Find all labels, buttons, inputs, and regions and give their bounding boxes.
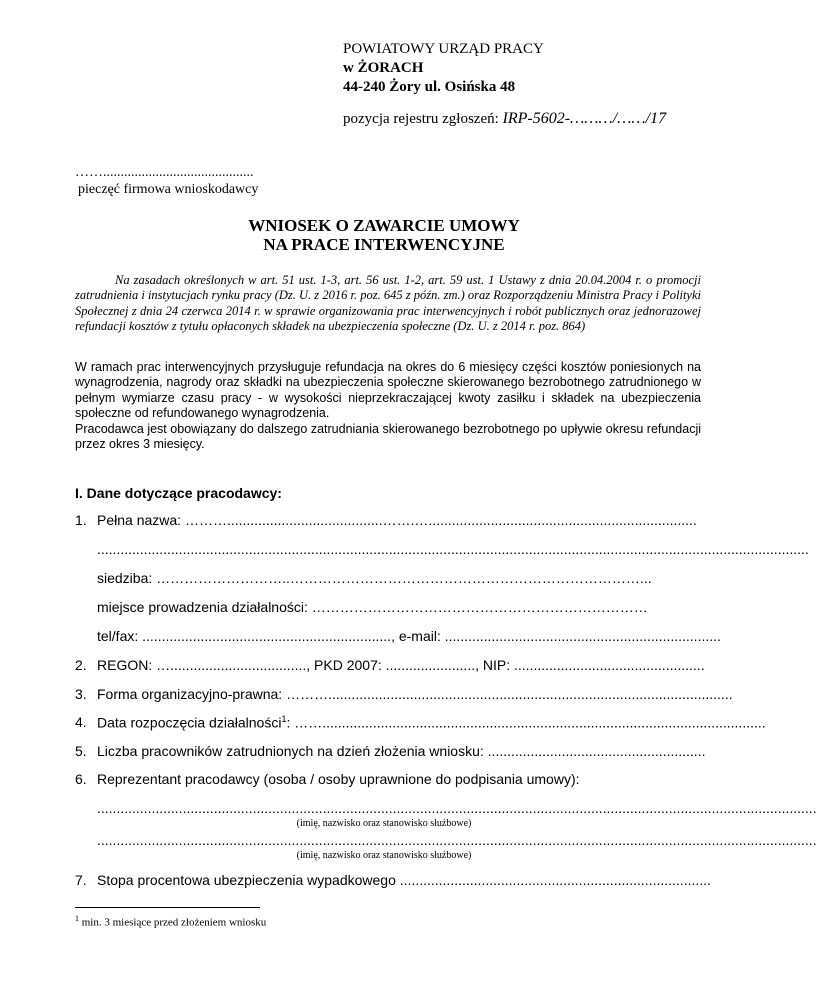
full-name-field[interactable]: Pełna nazwa: ………........................................…….….....................................................................: [97, 512, 697, 528]
representative-field-2[interactable]: .........................................................................................................................................................................................: [97, 832, 817, 848]
full-name-field-continued[interactable]: .......................................................................................................................................................................................: [97, 541, 809, 557]
representative-field-1[interactable]: .........................................................................................................................................................................................: [97, 800, 817, 816]
representative-caption-2: (imię, nazwisko oraz stanowisko służbowe): [296, 850, 472, 861]
item-number: 4.: [75, 714, 87, 730]
item-number: 3.: [75, 686, 87, 702]
office-name: POWIATOWY URZĄD PRACY: [343, 41, 544, 57]
registry-number: IRP-5602-………/……/17: [502, 110, 667, 127]
document-title: [0, 216, 768, 254]
intro-text: [75, 360, 701, 452]
stamp-label: pieczęć firmowa wnioskodawcy: [78, 182, 259, 197]
regon-pkd-nip-field[interactable]: REGON: …..................................., PKD 2007: ......................., NIP: .................................................: [97, 657, 705, 673]
item-number: 5.: [75, 743, 87, 759]
phone-email-field[interactable]: tel/fax: ................................................................, e-mail: .......................................................................: [97, 628, 721, 644]
employee-count-field[interactable]: Liczba pracowników zatrudnionych na dzień złożenia wniosku: ........................................................: [97, 743, 706, 759]
footnote-mark: 1: [75, 914, 79, 923]
office-header: [343, 40, 544, 97]
intro-paragraph-2: Pracodawca jest obowiązany do dalszego zatrudniania skierowanego bezrobotnego po upływie okresu refundacji przez okres 3 miesięcy.: [75, 421, 701, 452]
intro-paragraph-1: W ramach prac interwencyjnych przysługuje refundacja na okres do 6 miesięcy części kosztów poniesionych na wynagrodzenia, nagrody oraz składki na ubezpieczenia społeczne skierowanego bezrobotnego zatrudnionego w pełnym wymiarze czasu pracy - w wysokości nieprzekraczającej kwoty zasiłku i składek na ubezpieczenia społeczne od refundowanego wynagrodzenia.: [75, 360, 701, 421]
headquarters-field[interactable]: siedziba: ………………………..…………………………………………………………………...: [97, 570, 652, 586]
start-date-label: Data rozpoczęcia działalności: [97, 714, 282, 731]
legal-form-field[interactable]: Forma organizacyjno-prawna: ………........................................................................................................: [97, 686, 733, 702]
section-heading: I. Dane dotyczące pracodawcy:: [75, 485, 282, 501]
footnote-divider: [75, 907, 260, 908]
footnote-ref: 1: [281, 714, 287, 724]
item-number: 7.: [75, 872, 87, 888]
item-number: 2.: [75, 657, 87, 673]
accident-insurance-rate-field[interactable]: Stopa procentowa ubezpieczenia wypadkowego ................................................................................: [97, 872, 711, 888]
legal-basis: Na zasadach określonych w art. 51 ust. 1-3, art. 56 ust. 1-2, art. 59 ust. 1 Ustawy z dnia 20.04.2004 r. o promocji zatrudnienia i instytucjach rynku pracy (Dz. U. z 2016 r. poz. 645 z późn. zm.) oraz Rozporządzeniu Ministra Pracy i Polityki Społecznej z dnia 24 czerwca 2014 r. w sprawie organizowania prac interwencyjnych i robót publicznych oraz jednorazowej refundacji kosztów z tytułu opłaconych składek na ubezpieczenia społeczne (Dz. U. z 2014 r. poz. 864): [75, 273, 701, 334]
title-line-2: NA PRACE INTERWENCYJNE: [263, 235, 505, 254]
registry-label: pozycja rejestru zgłoszeń:: [343, 111, 503, 127]
representative-caption-1: (imię, nazwisko oraz stanowisko służbowe): [296, 818, 472, 829]
title-line-1: WNIOSEK O ZAWARCIE UMOWY: [248, 216, 520, 235]
item-number: 1.: [75, 512, 87, 528]
footnote-text: min. 3 miesiące przed złożeniem wniosku: [79, 916, 267, 929]
office-city: w ŻORACH: [343, 60, 424, 76]
stamp-field: ……...........................................: [75, 165, 254, 180]
registry-position: [343, 110, 666, 128]
item-number: 6.: [75, 771, 87, 787]
start-date-field[interactable]: [97, 714, 766, 731]
footnote: [75, 914, 266, 929]
business-location-field[interactable]: miejsce prowadzenia działalności: ………………………………………………………………: [97, 599, 648, 615]
start-date-dots: : ……..................................................................................................................: [286, 714, 766, 731]
office-address: 44-240 Żory ul. Osińska 48: [343, 79, 516, 95]
representative-label: Reprezentant pracodawcy (osoba / osoby uprawnione do podpisania umowy):: [97, 771, 580, 787]
